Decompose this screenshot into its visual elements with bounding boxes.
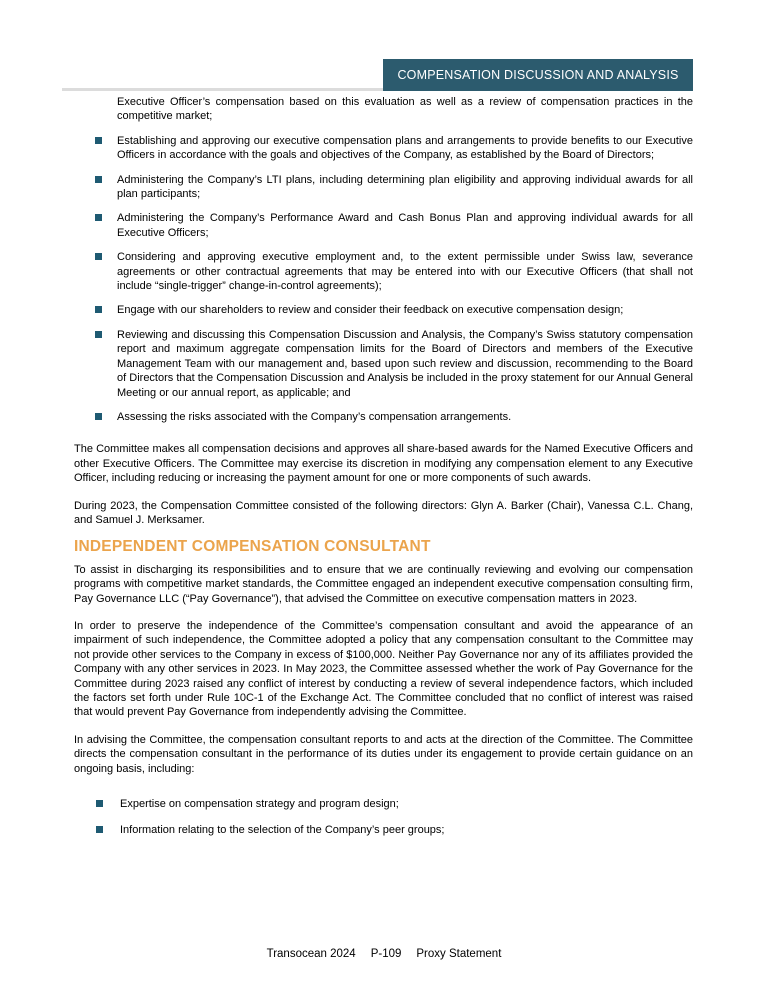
list-item <box>74 328 693 400</box>
section-heading-independent-consultant: INDEPENDENT COMPENSATION CONSULTANT <box>74 538 431 556</box>
page-footer <box>0 948 768 960</box>
list-item <box>74 173 693 202</box>
list-item-text: Considering and approving executive employment and, to the extent permissible under Swiss law, severance agreements or other contractual agreements that may be entered into with our Executive Officers (that shall not include “single-trigger” change-in-control agreements); <box>117 251 693 293</box>
list-item <box>74 250 693 293</box>
list-item-text: Expertise on compensation strategy and program design; <box>120 798 399 811</box>
bullet-square-icon <box>95 413 102 420</box>
list-item-text: Establishing and approving our executive compensation plans and arrangements to provide benefits to our Executive Officers in accordance with the goals and objectives of the Company, as established by the Board of Directors; <box>117 134 693 162</box>
paragraph-consultant-direction: In advising the Committee, the compensation consultant reports to and acts at the direction of the Committee. The Committee directs the compensation consultant in the performance of its duties under its engagement to provide certain guidance on an ongoing basis, including: <box>74 733 693 775</box>
paragraph-independence-policy: In order to preserve the independence of the Committee’s compensation consultant and avoid the appearance of an impairment of such independence, the Committee adopted a policy that any compensation consultant to the Committee may not provide other services to the Company in excess of $100,000. Neither Pay Governance nor any of its affiliates provided the Company with any other services in 2023. In May 2023, the Committee assessed whether the work of Pay Governance for the Committee during 2023 raised any conflict of interest by conducting a review of several independence factors, which included the factors set forth under Rule 10C-1 of the Exchange Act. The Committee concluded that no conflict of interest was raised that would prevent Pay Governance from independently advising the Committee. <box>74 619 693 719</box>
bullet-square-icon <box>96 826 103 833</box>
list-item-text: Administering the Company’s Performance Award and Cash Bonus Plan and approving individual awards for all Executive Officers; <box>117 212 693 239</box>
paragraph-consultant-engagement: To assist in discharging its responsibilities and to ensure that we are continually reviewing and evolving our compensation programs with competitive market standards, the Committee engaged an independent executive compensation consulting firm, Pay Governance LLC (“Pay Governance”), that advised the Committee on executive compensation matters in 2023. <box>74 563 693 605</box>
bullet-square-icon <box>95 331 102 338</box>
paragraph-committee-decisions: The Committee makes all compensation decisions and approves all share-based awards for the Named Executive Officers and other Executive Officers. The Committee may exercise its discretion in modifying any compensation element to any Executive Officer, including reducing or increasing the payment amount for one or more components of such awards. <box>74 443 693 485</box>
section-banner <box>383 59 693 91</box>
list-item-text: Engage with our shareholders to review and consider their feedback on executive compensation design; <box>117 304 624 317</box>
bullet-continuation-text: Executive Officer’s compensation based on this evaluation as well as a review of compensation practices in the competitive market; <box>117 96 693 123</box>
bullet-square-icon <box>95 306 102 313</box>
bullet-square-icon <box>95 137 102 144</box>
list-item-text: Information relating to the selection of the Company’s peer groups; <box>120 824 445 837</box>
list-item <box>74 303 693 317</box>
list-item <box>74 410 693 424</box>
section-banner-title: COMPENSATION DISCUSSION AND ANALYSIS <box>397 68 679 82</box>
paragraph-committee-members: During 2023, the Compensation Committee consisted of the following directors: Glyn A. Barker (Chair), Vanessa C.L. Chang, and Samuel J. Merksamer. <box>74 499 693 526</box>
list-item <box>74 134 693 163</box>
list-item-text: Reviewing and discussing this Compensation Discussion and Analysis, the Company’s Swiss statutory compensation report and maximum aggregate compensation limits for the Board of Directors and members of the Executive Management Team with our management and, based upon such review and discussion, recommending to the Board of Directors that the Compensation Discussion and Analysis be included in the proxy statement for our Annual General Meeting or our annual report, as applicable; and <box>117 328 693 399</box>
footer-doc-type: Proxy Statement <box>416 948 502 960</box>
list-item-text: Administering the Company’s LTI plans, including determining plan eligibility and approving individual awards for all plan participants; <box>117 173 693 201</box>
footer-page-number: P-109 <box>370 948 402 960</box>
committee-duties-list <box>74 134 693 425</box>
list-item <box>74 823 693 837</box>
bullet-square-icon <box>95 214 102 221</box>
consultant-guidance-list <box>74 797 693 838</box>
bullet-square-icon <box>96 800 103 807</box>
list-item <box>74 797 693 811</box>
bullet-square-icon <box>95 253 102 260</box>
bullet-square-icon <box>95 176 102 183</box>
list-item <box>74 211 693 240</box>
footer-company: Transocean 2024 <box>266 948 356 960</box>
list-item-text: Assessing the risks associated with the Company’s compensation arrangements. <box>117 410 512 423</box>
page-content <box>74 95 693 850</box>
